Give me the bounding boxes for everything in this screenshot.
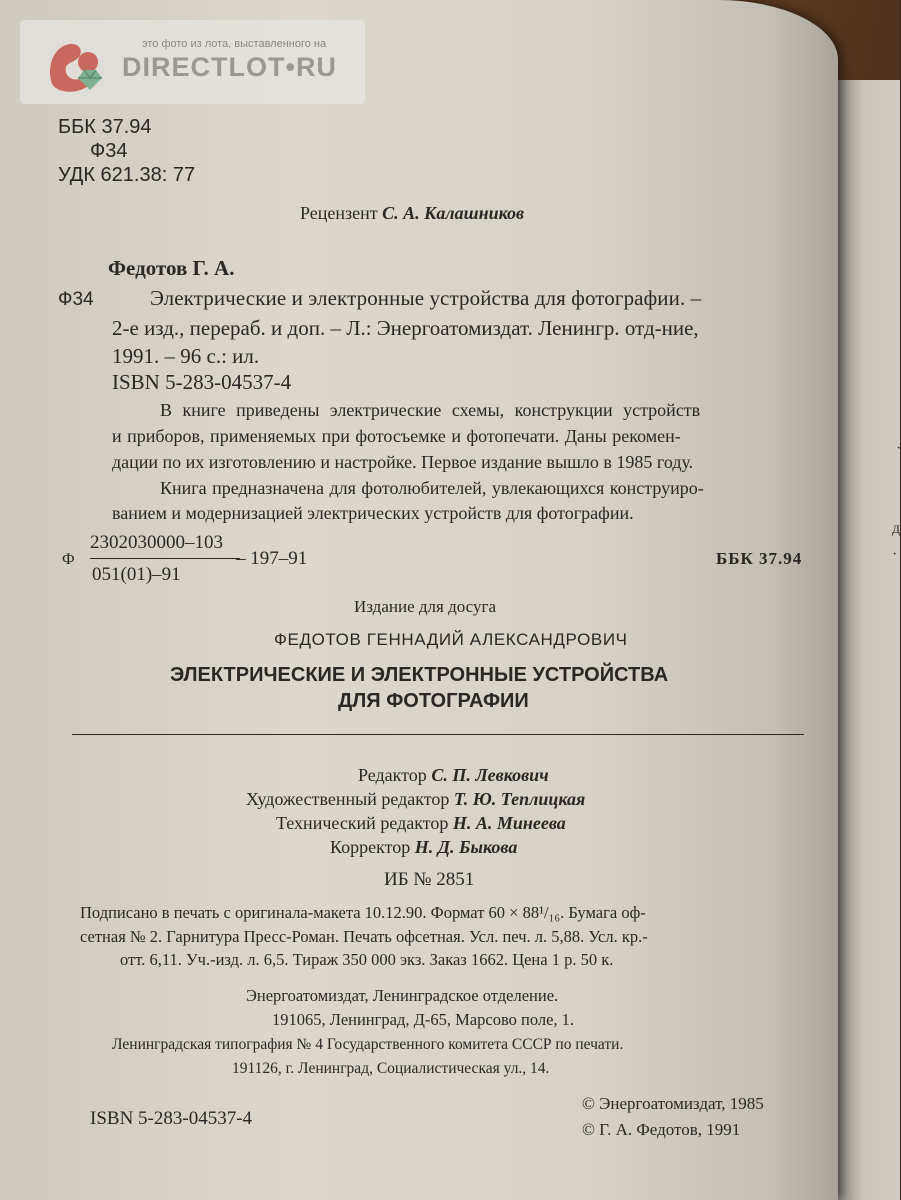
book-title-line1: ЭЛЕКТРИЧЕСКИЕ И ЭЛЕКТРОННЫЕ УСТРОЙСТВА — [170, 664, 669, 686]
watermark-banner — [20, 20, 365, 104]
copyright-publisher: © Энергоатомиздат, 1985 — [582, 1094, 764, 1113]
author-full-name: ФЕДОТОВ ГЕННАДИЙ АЛЕКСАНДРОВИЧ — [274, 630, 628, 649]
annotation-line: В книге приведены электрические схемы, конструкции устройств — [160, 400, 701, 420]
formula-suffix: – 197–91 — [236, 548, 308, 569]
staff-role: Корректор — [330, 837, 411, 857]
squirrel-gem-logo-icon — [44, 36, 114, 94]
formula-bbk: ББК 37.94 — [716, 549, 803, 568]
formula-fraction-bar — [90, 558, 240, 559]
bib-isbn: ISBN 5-283-04537-4 — [112, 370, 292, 394]
author-mark: Ф34 — [90, 140, 128, 162]
annotation-line: ванием и модернизацией электрических устройств для фотографии. — [112, 503, 634, 523]
staff-role: Редактор — [358, 765, 427, 785]
reviewer-label: Рецензент — [300, 203, 378, 223]
ib-number: ИБ № 2851 — [384, 869, 475, 890]
copyright-author: © Г. А. Федотов, 1991 — [582, 1120, 741, 1139]
bbk-code: ББК 37.94 — [58, 116, 152, 138]
annotation-line: Книга предназначена для фотолюбителей, увлекающихся конструиро- — [160, 478, 704, 498]
staff-tech-editor — [276, 813, 566, 834]
reviewer-line — [300, 203, 524, 224]
bib-author-mark: Ф34 — [58, 289, 94, 310]
staff-role: Художественный редактор — [246, 789, 450, 809]
annotation-line: дации по их изготовлению и настройке. Первое издание вышло в 1985 году. — [112, 452, 694, 472]
footer-isbn: ISBN 5-283-04537-4 — [90, 1108, 253, 1129]
print-detail-line: отт. 6,11. Уч.-изд. л. 6,5. Тираж 350 000 экз. Заказ 1662. Цена 1 р. 50 к. — [120, 950, 614, 969]
printer-name: Ленинградская типография № 4 Государственного комитета СССР по печати. — [112, 1036, 624, 1053]
adjacent-page: · д · — [838, 80, 900, 1200]
title-divider — [72, 734, 804, 735]
udk-code: УДК 621.38: 77 — [58, 164, 196, 186]
bib-edition-line: 2-е изд., перераб. и доп. – Л.: Энергоатомиздат. Ленингр. отд-ние, — [112, 316, 699, 340]
formula-letter: Ф — [62, 551, 75, 568]
book-title-line2: ДЛЯ ФОТОГРАФИИ — [338, 690, 529, 712]
staff-person: Н. А. Минеева — [452, 813, 566, 833]
edition-type: Издание для досуга — [354, 597, 496, 616]
staff-editor — [358, 765, 549, 786]
bib-year-line: 1991. – 96 с.: ил. — [112, 344, 260, 368]
formula-denominator: 051(01)–91 — [92, 564, 181, 585]
publisher-name: Энергоатомиздат, Ленинградское отделение. — [246, 986, 559, 1005]
staff-role: Технический редактор — [276, 813, 449, 833]
staff-person: Т. Ю. Теплицкая — [453, 789, 586, 809]
staff-person: Н. Д. Быкова — [414, 837, 518, 857]
publisher-address: 191065, Ленинград, Д-65, Марсово поле, 1. — [272, 1010, 575, 1029]
staff-person: С. П. Левкович — [431, 765, 549, 785]
formula-numerator: 2302030000–103 — [90, 532, 223, 553]
staff-art-editor — [246, 789, 585, 810]
author-heading: Федотов Г. А. — [108, 256, 235, 280]
annotation-line: и приборов, применяемых при фотосъемке и фотопечати. Даны рекомен- — [112, 426, 681, 446]
watermark-caption: это фото из лота, выставленного на — [142, 38, 327, 50]
print-detail-line: сетная № 2. Гарнитура Пресс-Роман. Печать офсетная. Усл. печ. л. 5,88. Усл. кр.- — [80, 927, 648, 946]
print-detail-line: Подписано в печать с оригинала-макета 10.12.90. Формат 60 × 88¹/₁₆. Бумага оф- — [80, 903, 646, 922]
bib-title-line: Электрические и электронные устройства для фотографии. – — [150, 286, 702, 310]
reviewer-name: С. А. Калашников — [382, 203, 525, 223]
watermark-site-name: DIRECTLOT•RU — [122, 52, 337, 82]
staff-corrector — [330, 837, 517, 858]
printer-address: 191126, г. Ленинград, Социалистическая ул., 14. — [232, 1060, 550, 1077]
